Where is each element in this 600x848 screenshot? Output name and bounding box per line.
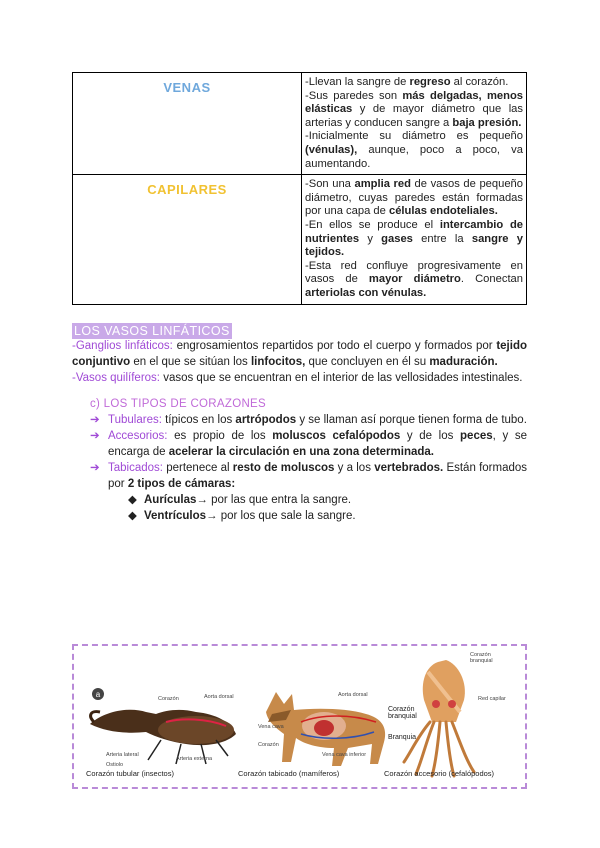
heart-types-figure: [72, 644, 527, 789]
venas-line-1: -Llevan la sangre de regreso al corazón.: [305, 76, 509, 88]
venas-line-3: -Inicialmente su diámetro es pequeño (vénulas), aunque, poco a poco, va aumentando.: [305, 130, 523, 170]
list-item-ventriculos: ◆ Ventrículos→ por los que sale la sangre.: [128, 509, 356, 522]
arrow-right-icon: ➔: [90, 461, 100, 474]
venas-label: VENAS: [73, 73, 302, 175]
venas-description: [302, 73, 527, 175]
dog-label-vena-cava: Vena cava: [258, 724, 284, 730]
caption-squid: Corazón accesorio (cefalópodos): [384, 769, 495, 778]
insect-label-corazon: Corazón: [158, 696, 179, 702]
list-item-tubulares: ➔ Tubulares: típicos en los artrópodos y se llaman así porque tienen forma de tubo.: [90, 413, 527, 426]
caption-dog: Corazón tabicado (mamíferos): [238, 769, 340, 778]
list-item-tabicados: ➔ Tabicados: pertenece al resto de moluscos y a los vertebrados. Están formados por 2 tipos de cámaras:: [90, 461, 528, 490]
chambers-list: [128, 492, 527, 524]
diamond-bullet-icon: ◆: [128, 509, 137, 522]
venas-line-2: -Sus paredes son más delgadas, menos elásticas y de mayor diámetro que las arterias y conducen sangre a baja presión.: [305, 89, 524, 129]
quiliferos-paragraph: -Vasos quilíferos: vasos que se encuentran en el interior de las vellosidades intestinales.: [72, 371, 523, 384]
dog-label-corazon: Corazón: [258, 742, 279, 748]
squid-label-branquia: Branquia: [388, 734, 417, 741]
capilares-line-1: -Son una amplia red de vasos de pequeño diámetro, cuyas paredes están formadas por una capa de células endoteliales.: [305, 178, 523, 218]
insect-label-arteria-lateral: Arteria lateral: [106, 752, 139, 758]
badge-letter: a: [95, 690, 101, 699]
squid-label-top: Corazón branquial: [470, 652, 493, 664]
list-item-accesorios: ➔ Accesorios: es propio de los moluscos cefalópodos y de los peces, y se encarga de acelerar la circulación en una zona determinada.: [90, 429, 527, 458]
capilares-description: [302, 175, 527, 304]
figure-illustration: [86, 652, 513, 781]
insect-label-arteria-externa: Arteria externa: [176, 756, 213, 762]
vessels-table: [72, 72, 527, 305]
ganglios-paragraph: -Ganglios linfáticos: engrosamientos repartidos por todo el cuerpo y formados por tejido conjuntivo en el que se sitúan los linfocitos, que concluyen en él su maduración.: [72, 339, 527, 368]
dog-label-aorta: Aorta dorsal: [338, 692, 368, 698]
figure-inner: [86, 652, 513, 781]
table-row-capilares: [73, 175, 527, 304]
capilares-line-3: -Esta red confluye progresivamente en vasos de mayor diámetro. Conectan arteriolas con vénulas.: [305, 259, 523, 299]
insect-label-aorta: Aorta dorsal: [204, 694, 234, 700]
table-row-venas: [73, 73, 527, 175]
arrow-right-icon: ➔: [90, 429, 100, 442]
list-item-auriculas: ◆ Aurículas→ por las que entra la sangre.: [128, 493, 352, 506]
dog-label-vena-inferior: Vena cava inferior: [322, 752, 367, 758]
linfaticos-heading: LOS VASOS LINFÁTICOS: [74, 323, 230, 338]
capilares-label: CAPILARES: [73, 175, 302, 304]
page-content: [72, 72, 527, 524]
squid-label-red-capilar: Red capilar: [478, 696, 506, 702]
diamond-bullet-icon: ◆: [128, 493, 137, 506]
corazones-heading: c) LOS TIPOS DE CORAZONES: [90, 397, 266, 410]
squid-label-corazon-branquial: Corazón branquial: [388, 706, 417, 720]
insect-label-ostiolo: Ostiolo: [106, 762, 124, 768]
capilares-line-2: -En ellos se produce el intercambio de nutrientes y gases entre la sangre y tejidos.: [305, 218, 524, 259]
heart-types-list: [90, 412, 527, 492]
arrow-right-icon: ➔: [90, 413, 100, 426]
caption-insect: Corazón tubular (insectos): [86, 769, 174, 778]
